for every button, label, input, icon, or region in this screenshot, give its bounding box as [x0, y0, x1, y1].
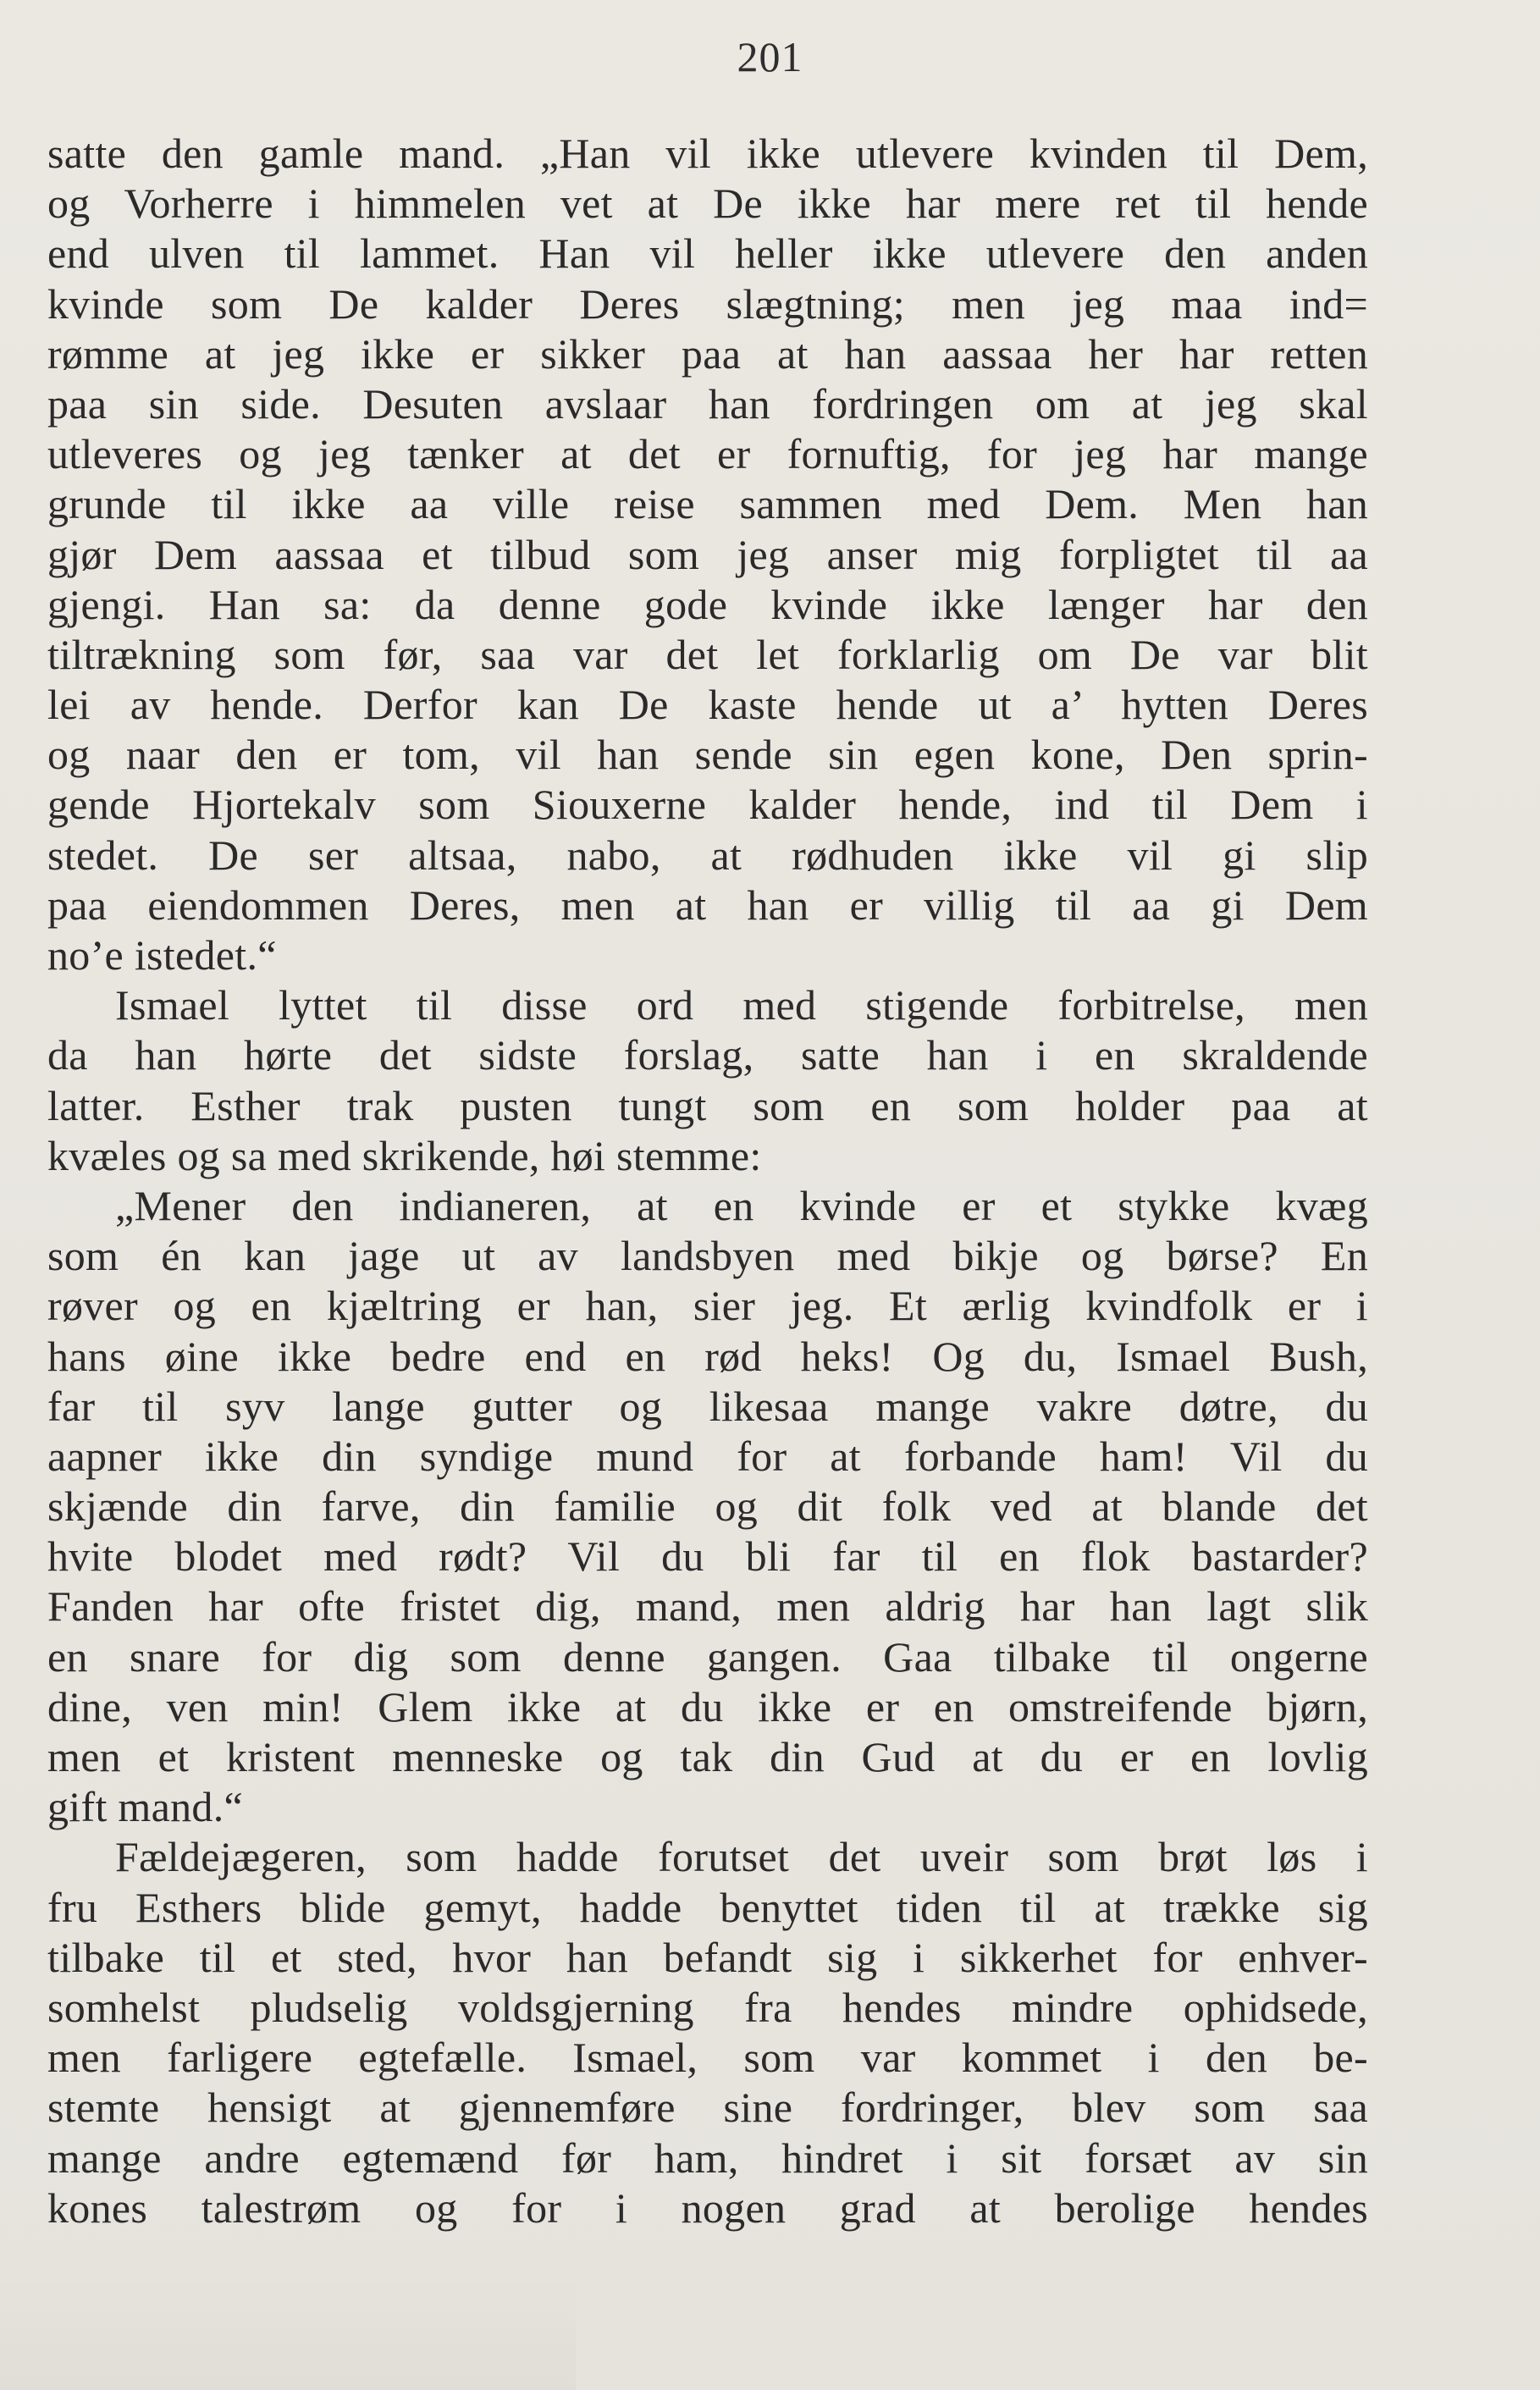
text-line: som én kan jage ut av landsbyen med bikje og børse? En — [47, 1232, 1368, 1280]
text-line: lei av hende. Derfor kan De kaste hende ut a’ hytten Deres — [47, 681, 1368, 729]
page-number: 201 — [737, 33, 803, 80]
text-line: latter. Esther trak pusten tungt som en som holder paa at — [47, 1081, 1368, 1129]
text-line: kvæles og sa med skrikende, høi stemme: — [47, 1131, 762, 1179]
text-line: utleveres og jeg tænker at det er fornuftig, for jeg har mange — [47, 430, 1368, 478]
text-line: far til syv lange gutter og likesaa mange vakre døtre, du — [47, 1382, 1368, 1430]
text-line: stemte hensigt at gjennemføre sine fordringer, blev som saa — [47, 2084, 1368, 2132]
text-line: tiltrækning som før, saa var det let forklarlig om De var blit — [47, 630, 1368, 678]
text-line: fru Esthers blide gemyt, hadde benyttet tiden til at trække sig — [47, 1883, 1368, 1931]
text-line: somhelst pludselig voldsgjerning fra hendes mindre ophidsede, — [47, 1983, 1368, 2031]
text-line: røver og en kjæltring er han, sier jeg. Et ærlig kvindfolk er i — [47, 1282, 1368, 1330]
text-line: satte den gamle mand. „Han vil ikke utlevere kvinden til Dem, — [47, 130, 1368, 177]
text-line: Fanden har ofte fristet dig, mand, men aldrig har han lagt slik — [47, 1582, 1368, 1631]
text-line: „Mener den indianeren, at en kvinde er et stykke kvæg — [115, 1181, 1368, 1229]
text-line: gjør Dem aassaa et tilbud som jeg anser mig forpligtet til aa — [47, 530, 1368, 578]
text-line: dine, ven min! Glem ikke at du ikke er en omstreifende bjørn, — [47, 1682, 1368, 1730]
text-line: Ismael lyttet til disse ord med stigende forbitrelse, men — [115, 981, 1368, 1029]
text-line: og naar den er tom, vil han sende sin egen kone, Den sprin- — [47, 731, 1368, 779]
body-text — [47, 129, 1368, 2233]
text-line: hvite blodet med rødt? Vil du bli far til en flok bastarder? — [47, 1532, 1368, 1581]
text-line: men et kristent menneske og tak din Gud at du er en lovlig — [47, 1733, 1368, 1780]
text-line: og Vorherre i himmelen vet at De ikke har mere ret til hende — [47, 179, 1368, 228]
text-line: kones talestrøm og for i nogen grad at berolige hendes — [47, 2183, 1368, 2232]
text-line: grunde til ikke aa ville reise sammen med Dem. Men han — [47, 480, 1368, 528]
text-line: tilbake til et sted, hvor han befandt sig i sikkerhet for enhver- — [47, 1933, 1368, 1981]
scan-shadow — [0, 2263, 576, 2390]
text-line: end ulven til lammet. Han vil heller ikke utlevere den anden — [47, 229, 1368, 278]
text-line: gift mand.“ — [47, 1783, 244, 1831]
text-line: no’e istedet.“ — [47, 931, 277, 979]
text-line: mange andre egtemænd før ham, hindret i sit forsæt av sin — [47, 2133, 1368, 2182]
text-line: gende Hjortekalv som Siouxerne kalder hende, ind til Dem i — [47, 781, 1368, 829]
text-line: da han hørte det sidste forslag, satte han i en skraldende — [47, 1031, 1368, 1079]
text-line: hans øine ikke bedre end en rød heks! Og du, Ismael Bush, — [47, 1332, 1368, 1380]
text-line: paa eiendommen Deres, men at han er villig til aa gi Dem — [47, 880, 1368, 929]
text-line: men farligere egtefælle. Ismael, som var kommet i den be- — [47, 2034, 1368, 2082]
text-line: gjengi. Han sa: da denne gode kvinde ikke længer har den — [47, 580, 1368, 628]
text-line: en snare for dig som denne gangen. Gaa tilbake til ongerne — [47, 1632, 1368, 1681]
text-line: rømme at jeg ikke er sikker paa at han aassaa her har retten — [47, 329, 1368, 378]
text-line: paa sin side. Desuten avslaar han fordringen om at jeg skal — [47, 379, 1368, 428]
text-line: Fældejægeren, som hadde forutset det uveir som brøt løs i — [115, 1833, 1368, 1881]
text-line: kvinde som De kalder Deres slægtning; men jeg maa ind= — [47, 279, 1368, 328]
text-line: stedet. De ser altsaa, nabo, at rødhuden ikke vil gi slip — [47, 831, 1368, 879]
text-line: aapner ikke din syndige mund for at forbande ham! Vil du — [47, 1432, 1368, 1480]
text-line: skjænde din farve, din familie og dit folk ved at blande det — [47, 1482, 1368, 1531]
